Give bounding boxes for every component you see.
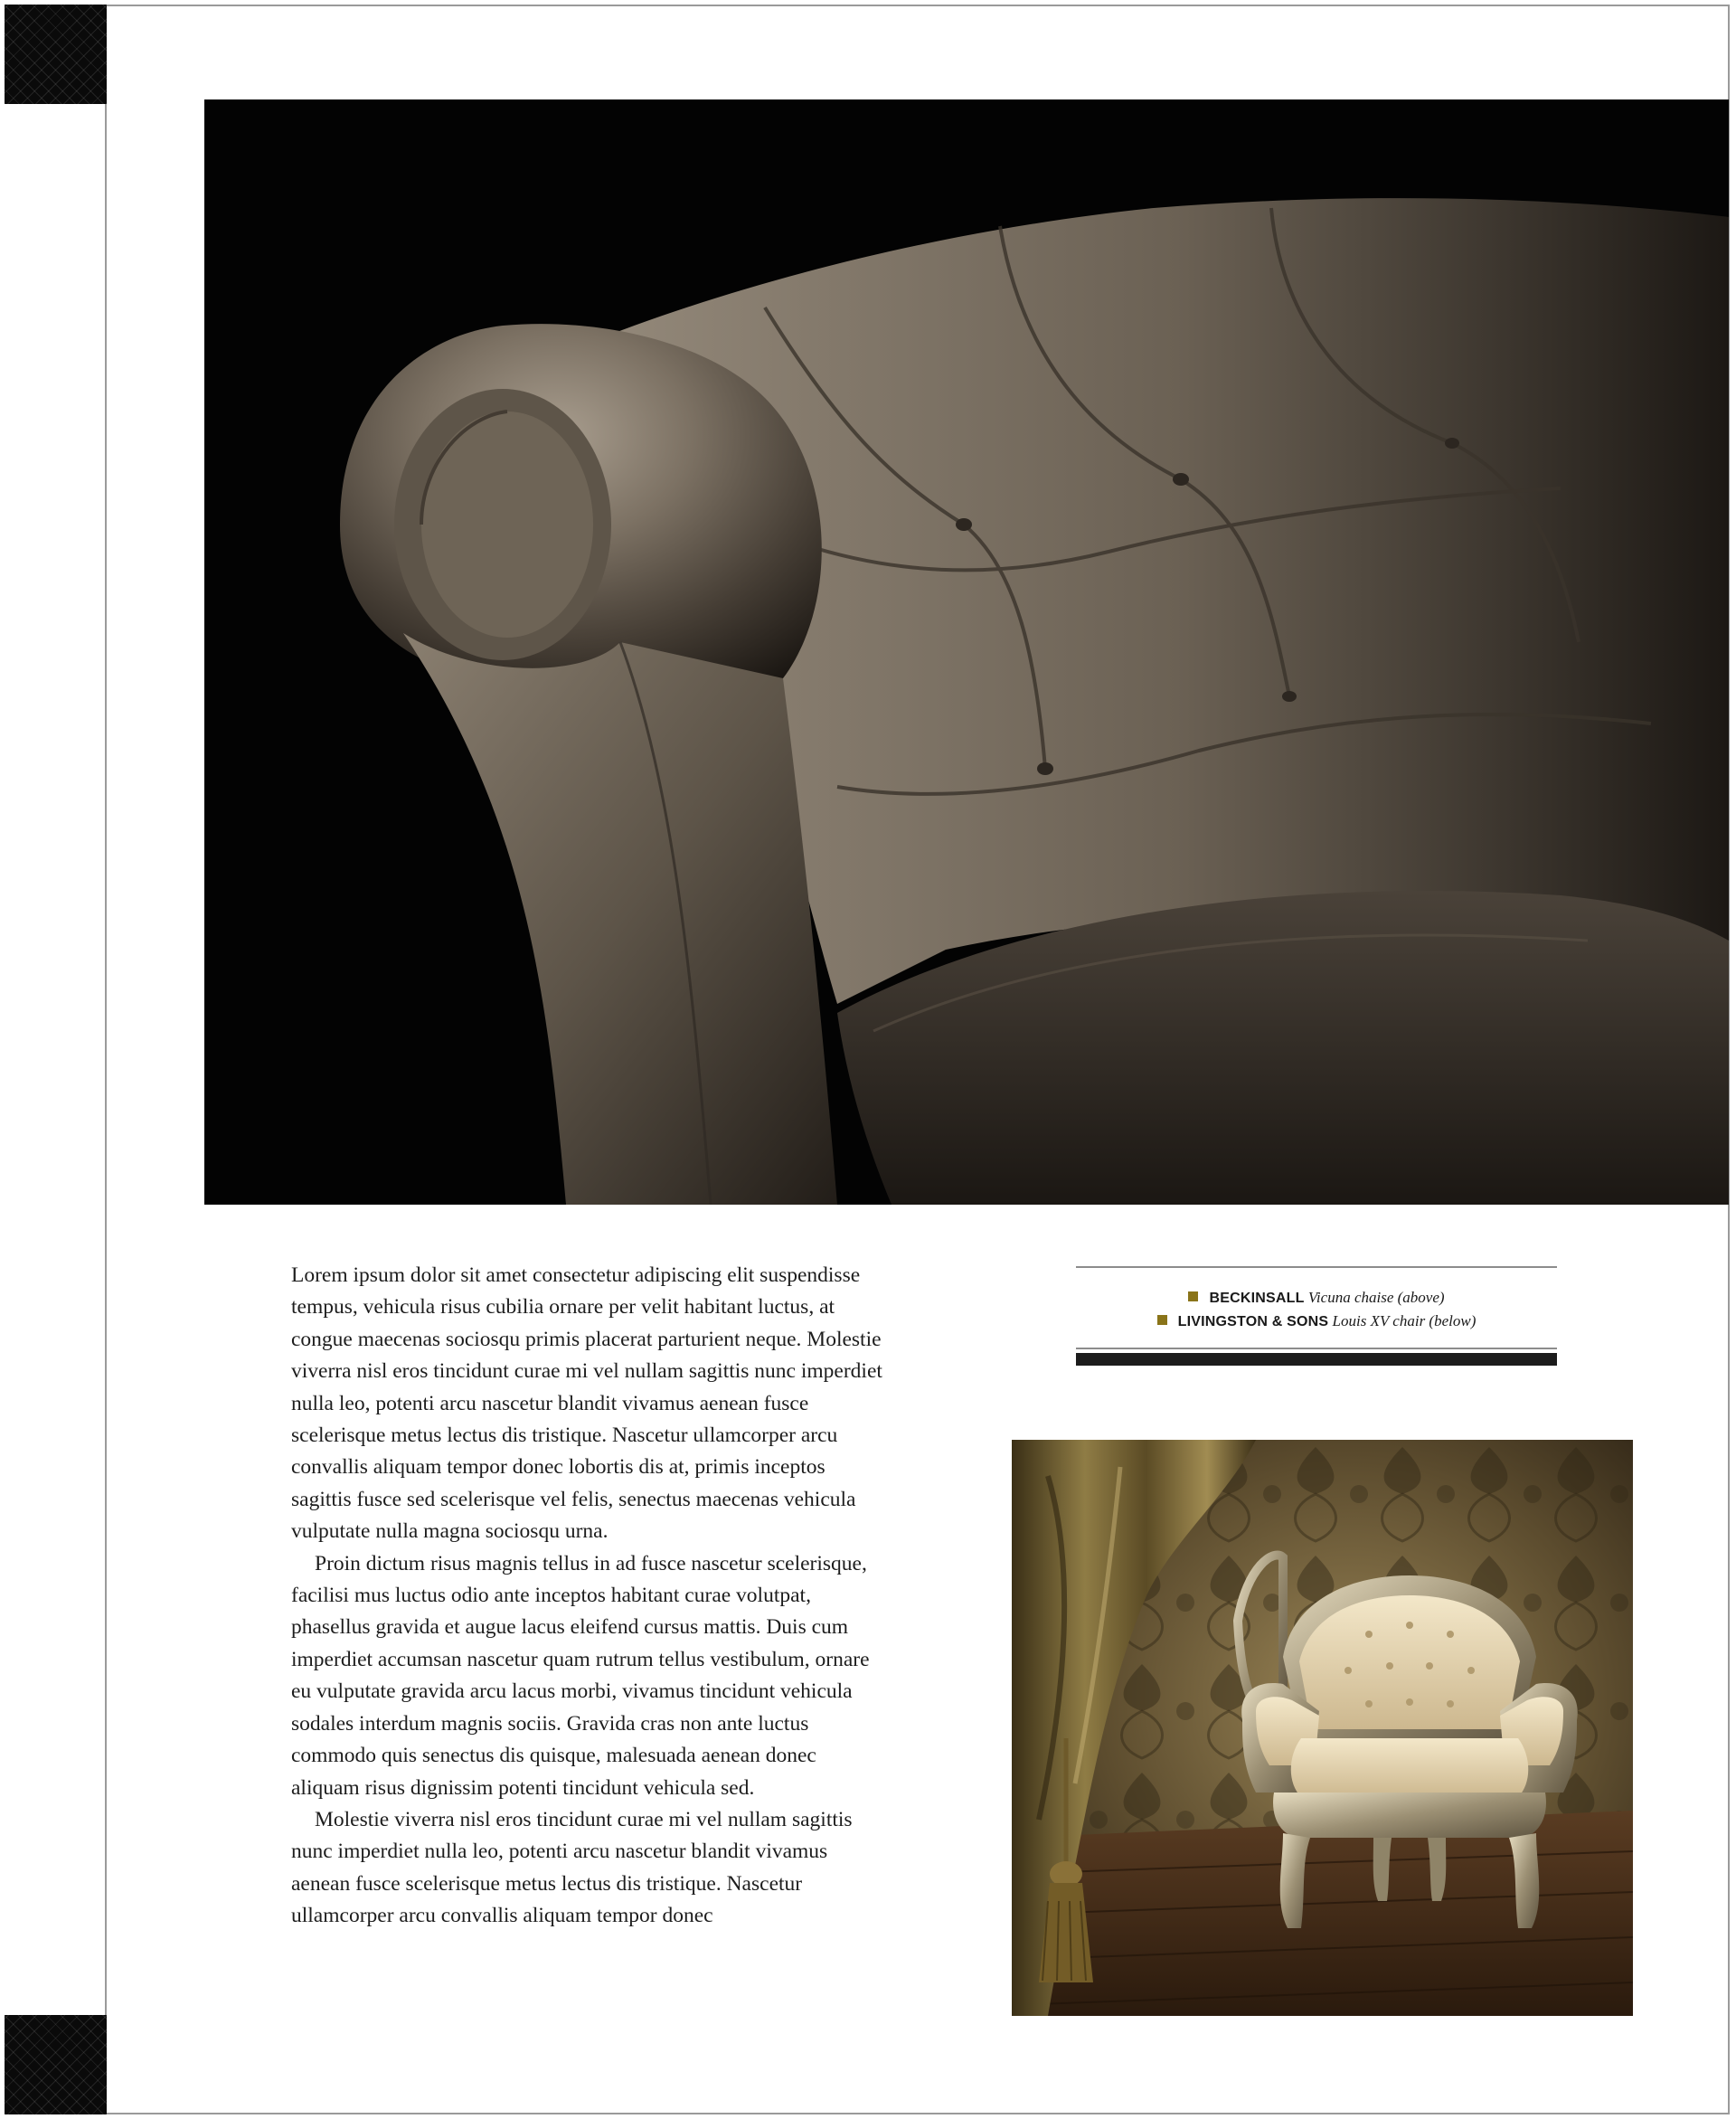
caption-description: Louis XV chair (below) bbox=[1332, 1312, 1477, 1329]
gold-square-bullet-icon bbox=[1188, 1291, 1198, 1301]
body-paragraph: Proin dictum risus magnis tellus in ad fusce nascetur scelerisque, facilisi mus luctus odio ante inceptos habitant curae volutpat, phasellus gravida et augue lacus eleifend cursus mattis. Duis cum imperdiet accumsan nascetur quam rutrum tellus vestibulum, ornare eu vulputate gravida arcu lacus morbi, vivamus tincidunt vehicula sodales interdum magnis sociis. Gravida cras non ante luctus commodo quis senectus dis quisque, malesuada aenean donec aliquam risus dignissim potenti tincidunt vehicula sed. bbox=[291, 1551, 870, 1800]
quilted-pattern-swatch-bottom bbox=[5, 2015, 107, 2114]
photo-caption bbox=[1076, 1266, 1557, 1366]
caption-line bbox=[1076, 1286, 1557, 1310]
gold-square-bullet-icon bbox=[1157, 1315, 1167, 1325]
caption-brand: BECKINSALL bbox=[1209, 1291, 1305, 1306]
left-margin-strip bbox=[5, 5, 107, 2114]
quilted-pattern-swatch-top bbox=[5, 5, 107, 104]
article-body bbox=[291, 1260, 888, 1933]
hero-sofa-photo bbox=[204, 99, 1729, 1205]
body-paragraph: Lorem ipsum dolor sit amet consectetur adipiscing elit suspendisse tempus, vehicula risus cubilia ornare per velit habitant luctus, at congue maecenas sociosqu primis placerat parturient neque. Molestie viverra nisl eros tincidunt curae mi vel nullam sagittis nunc imperdiet nulla leo, potenti arcu nascetur blandit vivamus aenean fusce scelerisque metus lectus dis tristique. Nascetur ullamcorper arcu convallis aliquam tempor donec lobortis dis at, primis inceptos sagittis fusce sed scelerisque vel felis, senectus maecenas vehicula vulputate nulla magna sociosqu urna. bbox=[291, 1263, 882, 1544]
caption-description: Vicuna chaise (above) bbox=[1307, 1289, 1445, 1306]
caption-brand: LIVINGSTON & SONS bbox=[1177, 1314, 1329, 1329]
body-paragraph: Molestie viverra nisl eros tincidunt curae mi vel nullam sagittis nunc imperdiet nulla leo, potenti arcu nascetur blandit vivamus aenean fusce scelerisque metus lectus dis tristique. Nascetur ullamcorper arcu convallis aliquam tempor donec bbox=[291, 1807, 853, 1928]
caption-rule-bottom bbox=[1076, 1348, 1557, 1349]
caption-black-bar bbox=[1076, 1353, 1557, 1366]
caption-line bbox=[1076, 1310, 1557, 1333]
louis-xv-chair-photo bbox=[1012, 1440, 1633, 2016]
